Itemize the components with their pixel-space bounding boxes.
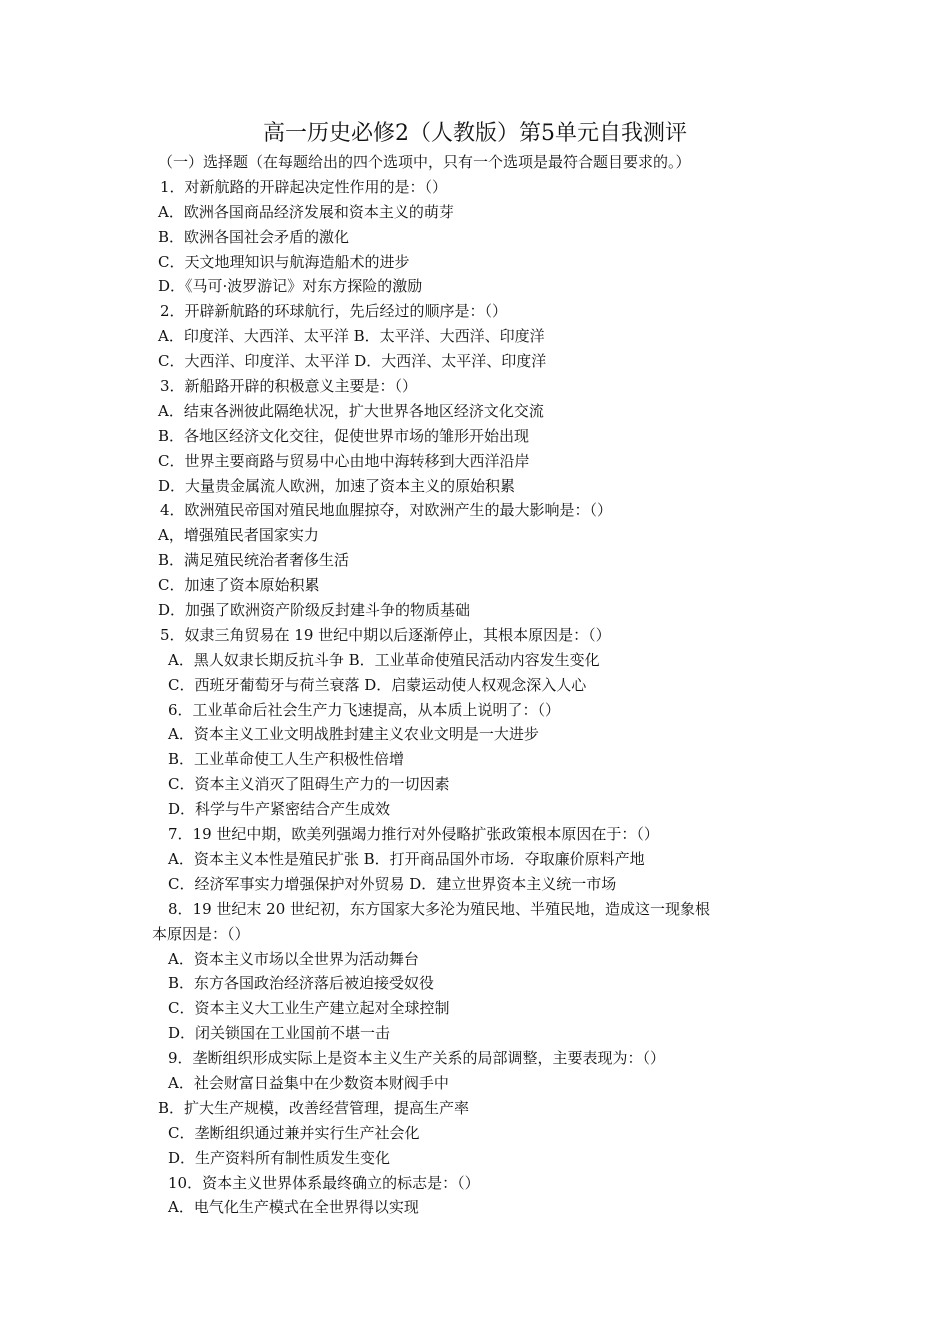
option-line: A．资本主义工业文明战胜封建主义农业文明是一大进步: [168, 725, 539, 744]
option-line: A．结束各洲彼此隔绝状况，扩大世界各地区经济文化交流: [158, 401, 544, 420]
section-heading: （一）选择题（在每题给出的四个选项中，只有一个选项是最符合题目要求的。）: [158, 153, 691, 171]
option-line: B．工业革命使工人生产积极性倍增: [168, 750, 405, 769]
option-line: D．科学与牛产紧密结合产生成效: [168, 800, 391, 819]
option-line: A．社会财富日益集中在少数资本财阀手中: [168, 1073, 449, 1092]
option-line: C．天文地理知识与航海造船术的进步: [158, 252, 410, 271]
option-line: C．加速了资本原始积累: [158, 576, 320, 595]
question-2: 2．开辟新航路的环球航行，先后经过的顺序是：（）: [160, 302, 508, 321]
option-line: A，增强殖民者国家实力: [158, 526, 319, 545]
option-line: D．《马可·波罗游记》对东方探险的激励: [158, 277, 423, 296]
option-line: A．黑人奴隶长期反抗斗争 B．工业革命使殖民活动内容发生变化: [168, 650, 600, 669]
option-line: B．扩大生产规模，改善经营管理，提高生产率: [158, 1098, 470, 1117]
question-list: [152, 150, 808, 1220]
option-line: D．加强了欧洲资产阶级反封建斗争的物质基础: [158, 601, 471, 620]
question-9: 9．垄断组织形成实际上是资本主义生产关系的局部调整，主要表现为：（）: [168, 1049, 666, 1068]
option-line: A．印度洋、大西洋、太平洋 B．太平洋、大西洋、印度洋: [158, 327, 545, 346]
option-line: A．资本主义本性是殖民扩张 B．打开商品国外市场．夺取廉价原料产地: [168, 849, 645, 868]
page-title: 高一历史必修2（人教版）第5单元自我测评: [263, 121, 687, 146]
option-line: C．西班牙葡萄牙与荷兰衰落 D．启蒙运动使人权观念深入人心: [168, 675, 587, 694]
option-line: D．生产资料所有制性质发生变化: [168, 1148, 391, 1167]
question-3: 3．新船路开辟的积极意义主要是：（）: [160, 377, 418, 396]
question-8: 8．19 世纪末 20 世纪初，东方国家大多沦为殖民地、半殖民地，造成这一现象根: [168, 899, 711, 918]
option-line: C．资本主义大工业生产建立起对全球控制: [168, 999, 450, 1018]
option-line: B．满足殖民统治者奢侈生活: [158, 551, 350, 570]
question-8-continued: 本原因是：（）: [152, 924, 250, 943]
question-10: 10．资本主义世界体系最终确立的标志是：（）: [168, 1173, 480, 1192]
question-5: 5．奴隶三角贸易在 19 世纪中期以后逐渐停止，其根本原因是：（）: [160, 625, 611, 644]
option-line: C．垄断组织通过兼并实行生产社会化: [168, 1123, 420, 1142]
option-line: C．世界主要商路与贸易中心由地中海转移到大西洋沿岸: [158, 451, 530, 470]
option-line: C．经济军事实力增强保护对外贸易 D．建立世界资本主义统一市场: [168, 874, 617, 893]
option-line: A．电气化生产模式在全世界得以实现: [168, 1198, 419, 1217]
question-4: 4．欧洲殖民帝国对殖民地血腥掠夺，对欧洲产生的最大影响是：（）: [160, 501, 613, 520]
option-line: A．资本主义市场以全世界为活动舞台: [168, 949, 419, 968]
question-7: 7．19 世纪中期，欧美列强竭力推行对外侵略扩张政策根本原因在于：（）: [168, 825, 659, 844]
option-line: B．欧洲各国社会矛盾的激化: [158, 227, 350, 246]
question-6: 6．工业革命后社会生产力飞速提高，从本质上说明了：（）: [168, 700, 561, 719]
option-line: B．各地区经济文化交往，促使世界市场的雏形开始出现: [158, 426, 530, 445]
question-1: 1．对新航路的开辟起决定性作用的是：（）: [160, 177, 448, 196]
option-line: D．大量贵金属流人欧洲，加速了资本主义的原始积累: [158, 476, 516, 495]
option-line: B．东方各国政治经济落后被迫接受奴役: [168, 974, 435, 993]
option-line: C．大西洋、印度洋、太平洋 D．大西洋、太平洋、印度洋: [158, 352, 547, 371]
option-line: D．闭关锁国在工业国前不堪一击: [168, 1024, 391, 1043]
option-line: A．欧洲各国商品经济发展和资本主义的萌芽: [158, 202, 454, 221]
option-line: C．资本主义消灭了阻碍生产力的一切因素: [168, 775, 450, 794]
